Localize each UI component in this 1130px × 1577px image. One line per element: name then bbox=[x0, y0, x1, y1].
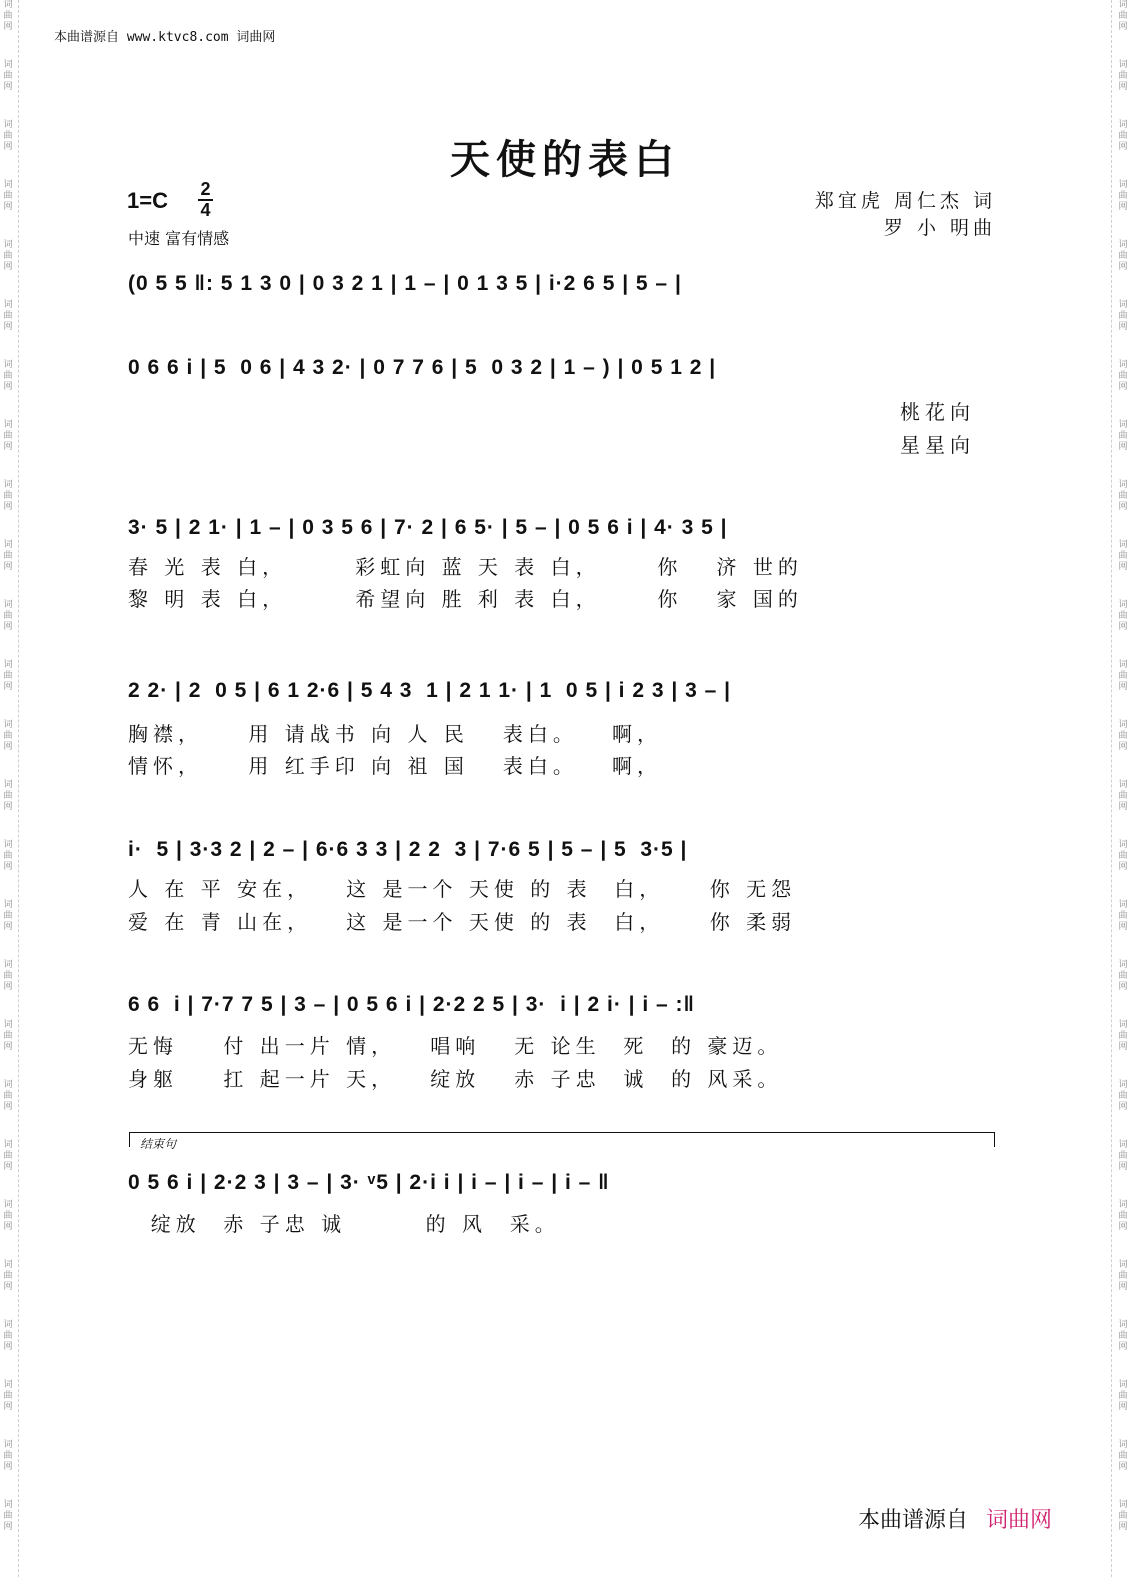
margin-watermark-mark: 词 曲 网 bbox=[1118, 1320, 1128, 1352]
margin-watermark-mark: 词 曲 网 bbox=[1118, 1200, 1128, 1232]
margin-watermark-mark: 词 曲 网 bbox=[1118, 0, 1128, 32]
margin-watermark-mark: 词 曲 网 bbox=[3, 120, 13, 152]
source-note: 本曲谱源自 www.ktvc8.com 词曲网 bbox=[54, 30, 276, 45]
score-line-5-lyric-2: 爱 在 青 山在， 这 是一个 天使 的 表 白， 你 柔弱 bbox=[128, 910, 797, 934]
margin-watermark-mark: 词 曲 网 bbox=[3, 660, 13, 692]
score-line-3-notes: 3· 5 | 2 1· | 1 – | 0 3 5 6 | 7· 2 | 6 5· | 5 – | 0 5 6 i | 4· 3 5 | bbox=[128, 516, 728, 539]
score-line-2-lyric-2: 星星向 bbox=[900, 433, 975, 457]
composer-credit: 罗 小 明曲 bbox=[883, 217, 996, 239]
margin-watermark-mark: 词 曲 网 bbox=[1118, 600, 1128, 632]
score-line-4-notes: 2 2· | 2 0 5 | 6 1 2·6 | 5 4 3 1 | 2 1 1· | 1 0 5 | i 2 3 | 3 – | bbox=[128, 679, 731, 702]
margin-watermark-mark: 词 曲 网 bbox=[3, 600, 13, 632]
margin-watermark-mark: 词 曲 网 bbox=[3, 1260, 13, 1292]
margin-watermark-mark: 词 曲 网 bbox=[3, 780, 13, 812]
margin-watermark-mark: 词 曲 网 bbox=[1118, 540, 1128, 572]
margin-watermark-mark: 词 曲 网 bbox=[3, 360, 13, 392]
ending-bracket bbox=[129, 1132, 995, 1151]
margin-watermark-mark: 词 曲 网 bbox=[1118, 1140, 1128, 1172]
margin-watermark-mark: 词 曲 网 bbox=[1118, 720, 1128, 752]
score-line-4-lyric-2: 情怀， 用 红手印 向 祖 国 表白。 啊， bbox=[128, 754, 663, 778]
key-signature: 1=C bbox=[127, 188, 168, 213]
score-line-7-lyric-1: 绽放 赤 子忠 诚 的 风 采。 bbox=[128, 1212, 560, 1236]
lyricist-credit: 郑宜虎 周仁杰 词 bbox=[814, 190, 996, 212]
score-line-7-notes: 0 5 6 i | 2·2 3 | 3 – | 3· ᵛ5 | 2·i i | i – | i – | i – ‖ bbox=[128, 1171, 610, 1194]
right-margin-watermark bbox=[1111, 0, 1130, 1577]
margin-watermark-mark: 词 曲 网 bbox=[1118, 960, 1128, 992]
margin-watermark-mark: 词 曲 网 bbox=[3, 900, 13, 932]
margin-watermark-mark: 词 曲 网 bbox=[3, 1500, 13, 1532]
score-line-4-lyric-1: 胸襟， 用 请战书 向 人 民 表白。 啊， bbox=[128, 722, 663, 746]
margin-watermark-mark: 词 曲 网 bbox=[3, 1020, 13, 1052]
score-line-2-lyric-1: 桃花向 bbox=[900, 400, 975, 424]
tempo-marking: 中速 富有情感 bbox=[128, 229, 230, 248]
footer-brand: 词曲网 bbox=[986, 1508, 1053, 1533]
left-margin-watermark bbox=[0, 0, 19, 1577]
margin-watermark-mark: 词 曲 网 bbox=[1118, 420, 1128, 452]
margin-watermark-mark: 词 曲 网 bbox=[1118, 300, 1128, 332]
score-line-6-lyric-1: 无悔 付 出一片 情， 唱响 无 论生 死 的 豪迈。 bbox=[128, 1034, 783, 1058]
margin-watermark-mark: 词 曲 网 bbox=[1118, 1440, 1128, 1472]
margin-watermark-mark: 词 曲 网 bbox=[1118, 840, 1128, 872]
margin-watermark-mark: 词 曲 网 bbox=[3, 1080, 13, 1112]
margin-watermark-mark: 词 曲 网 bbox=[3, 840, 13, 872]
margin-watermark-mark: 词 曲 网 bbox=[3, 60, 13, 92]
margin-watermark-mark: 词 曲 网 bbox=[3, 480, 13, 512]
margin-watermark-mark: 词 曲 网 bbox=[1118, 180, 1128, 212]
time-signature bbox=[198, 181, 213, 219]
ending-label: 结束句 bbox=[140, 1137, 177, 1151]
margin-watermark-mark: 词 曲 网 bbox=[1118, 360, 1128, 392]
margin-watermark-mark: 词 曲 网 bbox=[3, 720, 13, 752]
margin-watermark-mark: 词 曲 网 bbox=[3, 1440, 13, 1472]
score-line-6-notes: 6 6 i | 7·7 7 5 | 3 – | 0 5 6 i | 2·2 2 5 | 3· i | 2 i· | i – :‖ bbox=[128, 993, 695, 1016]
score-line-2-notes: 0 6 6 i | 5 0 6 | 4 3 2· | 0 7 7 6 | 5 0 3 2 | 1 – ) | 0 5 1 2 | bbox=[128, 356, 717, 379]
margin-watermark-mark: 词 曲 网 bbox=[3, 1140, 13, 1172]
margin-watermark-mark: 词 曲 网 bbox=[3, 960, 13, 992]
margin-watermark-mark: 词 曲 网 bbox=[3, 300, 13, 332]
margin-watermark-mark: 词 曲 网 bbox=[3, 180, 13, 212]
margin-watermark-mark: 词 曲 网 bbox=[3, 240, 13, 272]
margin-watermark-mark: 词 曲 网 bbox=[3, 540, 13, 572]
margin-watermark-mark: 词 曲 网 bbox=[1118, 120, 1128, 152]
margin-watermark-mark: 词 曲 网 bbox=[1118, 240, 1128, 272]
footer-text: 本曲谱源自 bbox=[858, 1508, 969, 1533]
score-line-6-lyric-2: 身躯 扛 起一片 天， 绽放 赤 子忠 诚 的 风采。 bbox=[128, 1067, 783, 1091]
time-signature-bottom: 4 bbox=[200, 200, 211, 220]
song-title: 天使的表白 bbox=[450, 136, 680, 183]
margin-watermark-mark: 词 曲 网 bbox=[3, 420, 13, 452]
margin-watermark-mark: 词 曲 网 bbox=[1118, 900, 1128, 932]
margin-watermark-mark: 词 曲 网 bbox=[3, 1320, 13, 1352]
margin-watermark-mark: 词 曲 网 bbox=[1118, 1020, 1128, 1052]
margin-watermark-mark: 词 曲 网 bbox=[1118, 1260, 1128, 1292]
margin-watermark-mark: 词 曲 网 bbox=[1118, 60, 1128, 92]
time-signature-top: 2 bbox=[200, 179, 211, 199]
footer bbox=[858, 1503, 1052, 1534]
margin-watermark-mark: 词 曲 网 bbox=[3, 1200, 13, 1232]
margin-watermark-mark: 词 曲 网 bbox=[1118, 780, 1128, 812]
margin-watermark-mark: 词 曲 网 bbox=[3, 0, 13, 32]
margin-watermark-mark: 词 曲 网 bbox=[1118, 1080, 1128, 1112]
score-line-5-lyric-1: 人 在 平 安在， 这 是一个 天使 的 表 白， 你 无怨 bbox=[128, 877, 797, 901]
margin-watermark-mark: 词 曲 网 bbox=[1118, 480, 1128, 512]
score-line-5-notes: i· 5 | 3·3 2 | 2 – | 6·6 3 3 | 2 2 3 | 7·6 5 | 5 – | 5 3·5 | bbox=[128, 838, 688, 861]
score-line-1-notes: (0 5 5 ‖: 5 1 3 0 | 0 3 2 1 | 1 – | 0 1 3 5 | i·2 6 5 | 5 – | bbox=[128, 272, 682, 295]
margin-watermark-mark: 词 曲 网 bbox=[1118, 1380, 1128, 1412]
margin-watermark-mark: 词 曲 网 bbox=[3, 1380, 13, 1412]
margin-watermark-mark: 词 曲 网 bbox=[1118, 660, 1128, 692]
margin-watermark-mark: 词 曲 网 bbox=[1118, 1500, 1128, 1532]
score-line-3-lyric-2: 黎 明 表 白， 希望向 胜 利 表 白， 你 家 国的 bbox=[128, 587, 803, 611]
score-line-3-lyric-1: 春 光 表 白， 彩虹向 蓝 天 表 白， 你 济 世的 bbox=[128, 555, 803, 579]
